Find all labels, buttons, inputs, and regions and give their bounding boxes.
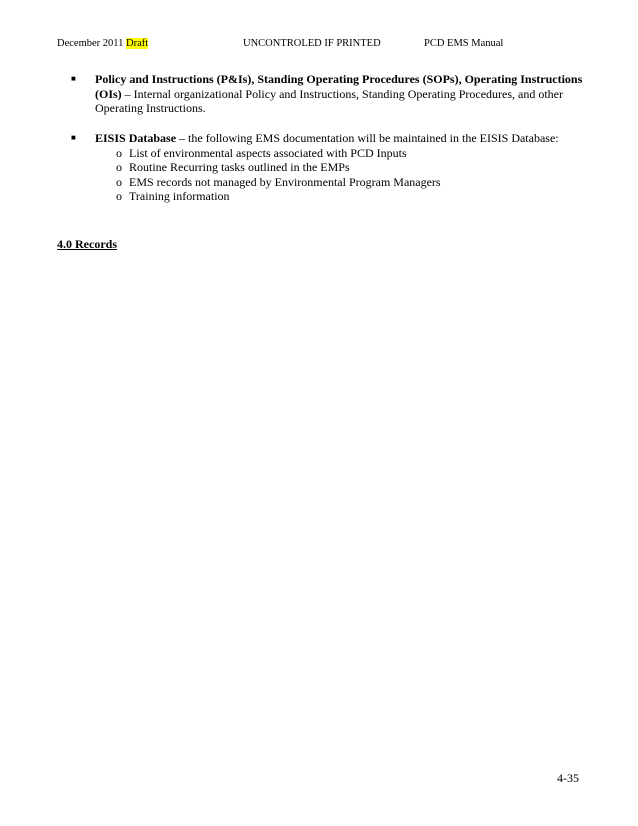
sub-item-text: EMS records not managed by Environmental Program Managers: [129, 174, 441, 189]
bullet-eisis-line: [95, 131, 595, 146]
bullet-policy-text-block: [71, 72, 595, 116]
bullet-eisis-text: – the following EMS documentation will be maintained in the EISIS Database:: [176, 131, 559, 145]
sub-item-text: Training information: [129, 189, 230, 203]
square-bullet-icon: ■: [71, 133, 76, 142]
header-date-line: [57, 37, 148, 51]
circle-o-bullet-icon: o: [116, 160, 122, 174]
list-item: [95, 175, 595, 190]
bullet-eisis-text-block: [71, 131, 595, 204]
page-number: 4-35: [557, 771, 579, 785]
bullet-policy-bold: Policy and Instructions (P&Is), Standing Operating Procedures (SOPs), Operating Instructions (OIs): [95, 72, 583, 101]
header-draft-highlight: Draft: [126, 38, 149, 49]
list-item: [95, 160, 595, 175]
circle-o-bullet-icon: o: [116, 145, 122, 160]
bullet-eisis-bold: EISIS Database: [95, 131, 177, 145]
bullet-policy-text: – Internal organizational Policy and Instructions, Standing Operating Procedures, and other Operating Instructions.: [95, 86, 564, 115]
header-manual-title: PCD EMS Manual: [424, 38, 504, 49]
sub-item-text: List of environmental aspects associated with PCD Inputs: [129, 145, 407, 160]
circle-o-bullet-icon: o: [116, 174, 122, 189]
list-item: [95, 189, 595, 204]
header-control-notice: UNCONTROLED IF PRINTED: [243, 38, 381, 49]
eisis-sub-list: [95, 146, 595, 204]
list-item: [95, 146, 595, 161]
header-date: December 2011: [57, 38, 124, 49]
square-bullet-icon: ■: [71, 74, 76, 83]
page-header: [57, 37, 587, 51]
circle-o-bullet-icon: o: [116, 189, 122, 203]
sub-item-text: Routine Recurring tasks outlined in the EMPs: [129, 160, 350, 174]
section-heading-records: 4.0 Records: [57, 237, 117, 251]
